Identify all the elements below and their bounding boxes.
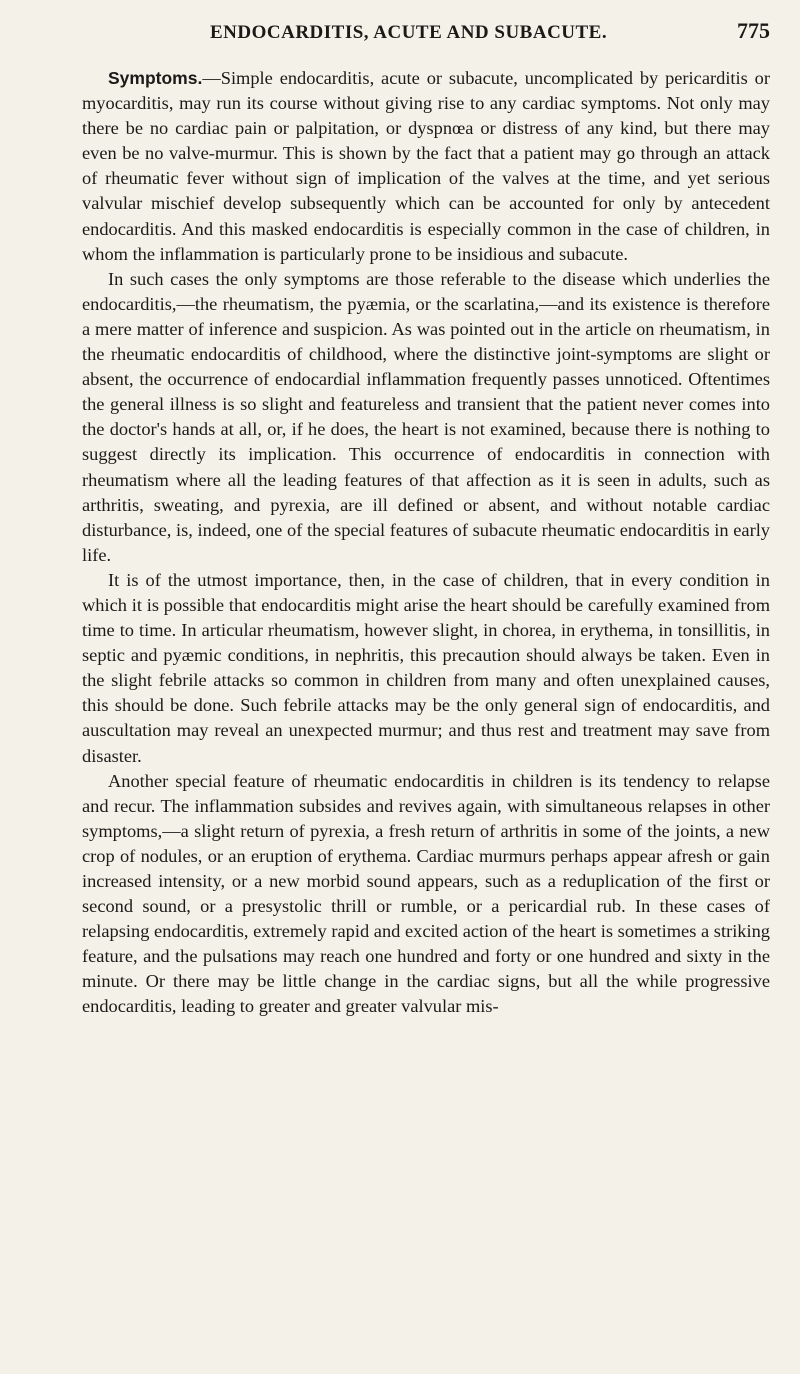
heading-dash: — — [202, 68, 221, 88]
paragraph: It is of the utmost importance, then, in the case of children, that in every condition in which it is possible that endocarditis might arise the heart should be carefully examined from time to time. In articular rheumatism, however slight, in chorea, in erythema, in tonsillitis, in septic and pyæmic conditions, in nephritis, this precaution should always be taken. Even in the slight febrile attacks so common in children from many and often unexplained causes, this should be done. Such febrile attacks may be the only general sign of endocarditis, and auscultation may reveal an unexpected murmur; and thus rest and treatment may save from disaster. — [82, 569, 770, 766]
paragraph: Another special feature of rheumatic endocarditis in children is its tendency to relapse and recur. The inflammation subsides and revives again, with simultaneous relapses in other symptoms,—a slight return of pyrexia, a fresh return of arthritis in some of the joints, a new crop of nodules, or an eruption of erythema. Cardiac murmurs perhaps appear afresh or gain increased intensity, or a new morbid sound appears, such as a reduplication of the first or second sound, or a presystolic thrill or rumble, or a pericardial rub. In these cases of relapsing endocarditis, extremely rapid and excited action of the heart is sometimes a striking feature, and the pulsations may reach one hundred and forty or one hundred and sixty in the minute. Or there may be little change in the cardiac signs, but all the while progressive endocarditis, leading to greater and greater valvular mis- — [82, 770, 770, 1017]
section-heading: Symptoms. — [108, 68, 203, 88]
running-title: ENDOCARDITIS, ACUTE AND SUBACUTE. — [210, 22, 608, 43]
body-text — [82, 66, 770, 1020]
paragraph: In such cases the only symptoms are those referable to the disease which underlies the endocarditis,—the rheumatism, the pyæmia, or the scarlatina,—and its existence is therefore a mere matter of inference and suspicion. As was pointed out in the article on rheumatism, in the rheumatic endocarditis of childhood, where the distinctive joint-symptoms are slight or absent, the occurrence of endocardial inflammation frequently passes unnoticed. Oftentimes the general illness is so slight and featureless and transient that the patient never comes into the doctor's hands at all, or, if he does, the heart is not examined, because there is nothing to suggest directly its implication. This occurrence of endocarditis in connection with rheumatism where all the leading features of that affection as it is seen in adults, such as arthritis, sweating, and pyrexia, are ill defined or absent, and without notable cardiac disturbance, is, indeed, one of the special features of subacute rheumatic endocarditis in early life. — [82, 268, 770, 565]
paragraph — [82, 66, 770, 267]
page-number: 775 — [737, 18, 770, 43]
paragraph-text: Simple endocarditis, acute or subacute, uncomplicated by pericarditis or myocarditis, may run its course without giving rise to any cardiac symptoms. Not only may there be no cardiac pain or palpitation, or dyspnœa or distress of any kind, but there may even be no valve-murmur. This is shown by the fact that a patient may go through an attack of rheumatic fever without sign of implication of the valves at the time, and yet serious valvular mischief develop subsequently which can be accounted for only by antecedent endocarditis. And this masked endocarditis is especially common in the case of children, in whom the inflammation is particularly prone to be insidious and subacute. — [82, 68, 770, 264]
